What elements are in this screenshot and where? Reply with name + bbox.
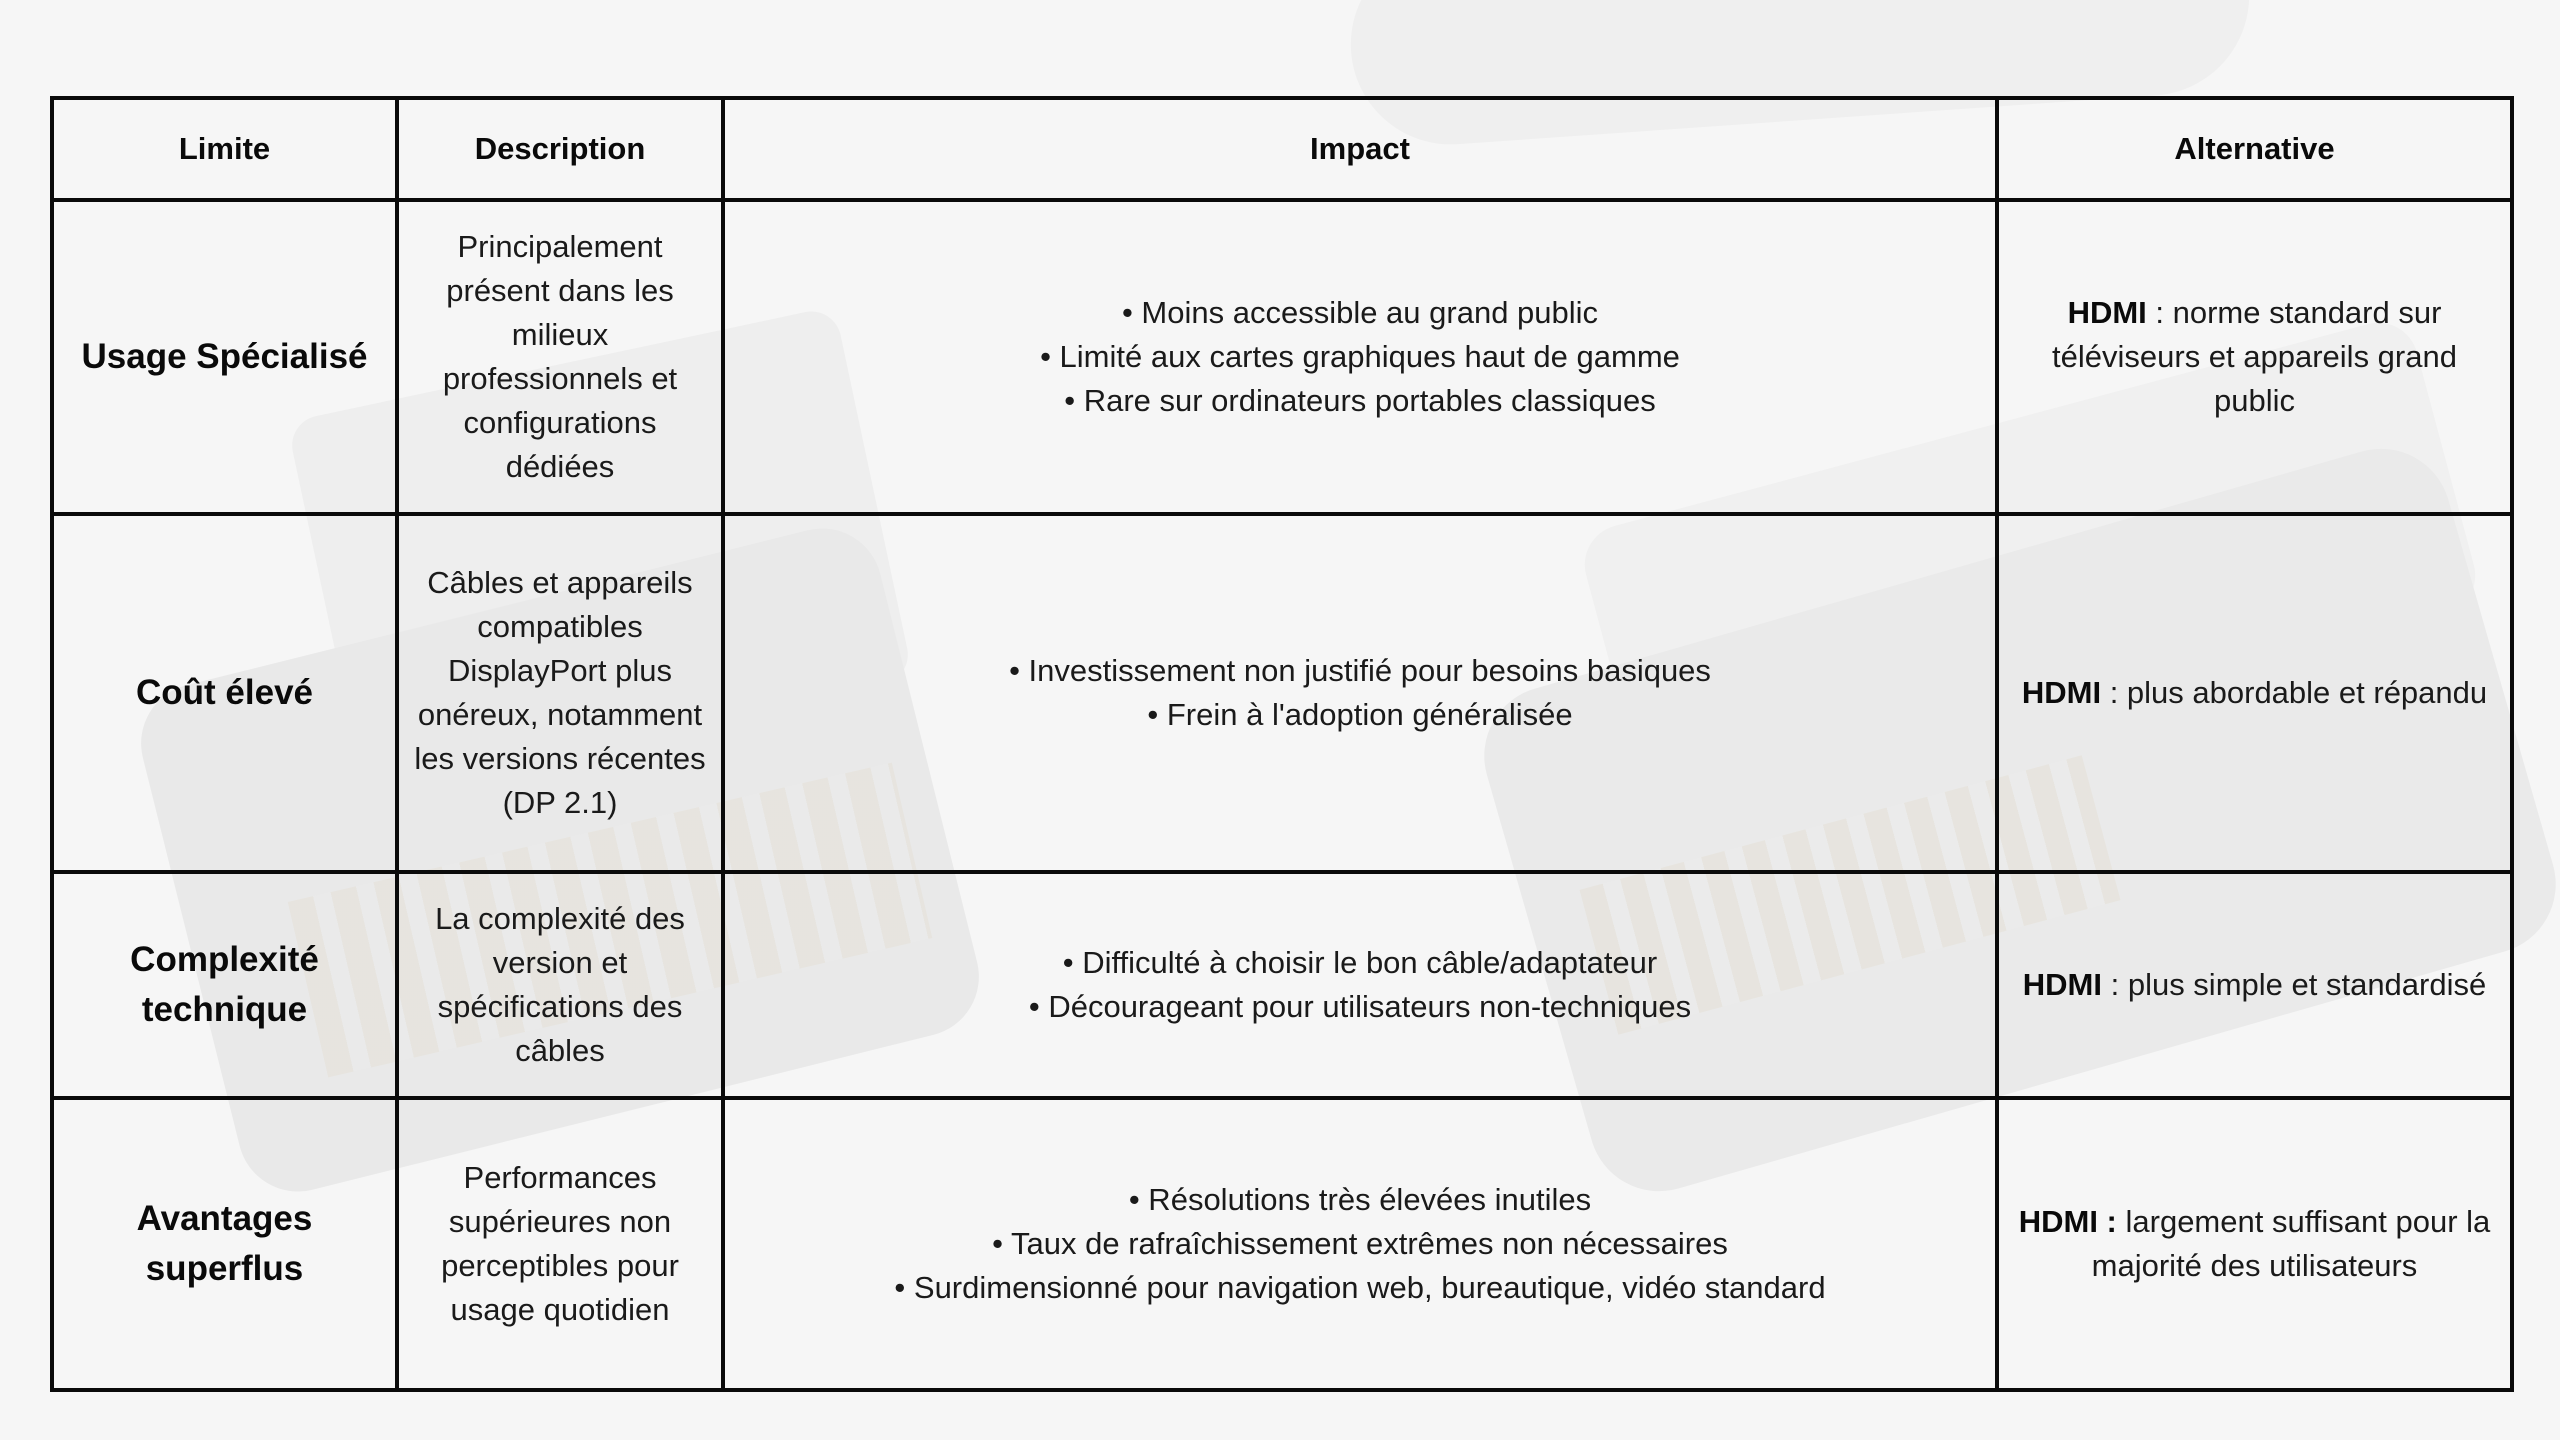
table-row (52, 872, 2512, 1098)
impact-item: • Moins accessible au grand public (1121, 295, 1599, 330)
alternative-cell (1997, 514, 2512, 872)
impact-cell (723, 872, 1997, 1098)
impact-item: • Limité aux cartes graphiques haut de gamme (1040, 339, 1680, 374)
limitations-table-container (50, 96, 2510, 1384)
impact-cell (723, 1098, 1997, 1390)
table-row (52, 1098, 2512, 1390)
impact-item: • Investissement non justifié pour besoins basiques (1009, 653, 1711, 688)
alternative-text: : norme standard sur téléviseurs et appareils grand public (2052, 295, 2457, 418)
table-header-row (52, 98, 2512, 200)
impact-item: • Difficulté à choisir le bon câble/adaptateur (1062, 945, 1658, 980)
alternative-key: HDMI (2021, 675, 2102, 710)
alternative-text: largement suffisant pour la majorité des utilisateurs (2091, 1204, 2491, 1283)
alternative-key: HDMI (2067, 295, 2147, 330)
alternative-cell (1997, 872, 2512, 1098)
impact-item: • Rare sur ordinateurs portables classiques (1064, 383, 1656, 418)
limite-cell: Coût élevé (52, 514, 397, 872)
table-row (52, 514, 2512, 872)
header-description: Description (397, 98, 723, 200)
impact-item: • Taux de rafraîchissement extrêmes non nécessaires (992, 1226, 1728, 1261)
limite-cell: Avantages superflus (52, 1098, 397, 1390)
limite-cell: Usage Spécialisé (52, 200, 397, 514)
description-cell: Performances supérieures non perceptibles pour usage quotidien (397, 1098, 723, 1390)
table-row (52, 200, 2512, 514)
alternative-cell (1997, 1098, 2512, 1390)
impact-item: • Surdimensionné pour navigation web, bureautique, vidéo standard (894, 1270, 1826, 1305)
description-cell: Câbles et appareils compatibles DisplayPort plus onéreux, notamment les versions récentes (DP 2.1) (397, 514, 723, 872)
description-cell: Principalement présent dans les milieux professionnels et configurations dédiées (397, 200, 723, 514)
limite-cell: Complexité technique (52, 872, 397, 1098)
alternative-text: : plus abordable et répandu (2101, 675, 2488, 710)
header-impact: Impact (723, 98, 1997, 200)
impact-cell (723, 514, 1997, 872)
limitations-table (50, 96, 2514, 1392)
header-limite: Limite (52, 98, 397, 200)
description-cell: La complexité des version et spécifications des câbles (397, 872, 723, 1098)
alternative-key: HDMI : (2018, 1204, 2117, 1239)
impact-cell (723, 200, 1997, 514)
header-alternative: Alternative (1997, 98, 2512, 200)
alternative-cell (1997, 200, 2512, 514)
impact-item: • Frein à l'adoption généralisée (1147, 697, 1573, 732)
impact-item: • Décourageant pour utilisateurs non-techniques (1028, 989, 1692, 1024)
alternative-text: : plus simple et standardisé (2101, 967, 2487, 1002)
impact-item: • Résolutions très élevées inutiles (1128, 1182, 1592, 1217)
alternative-key: HDMI (2022, 967, 2102, 1002)
